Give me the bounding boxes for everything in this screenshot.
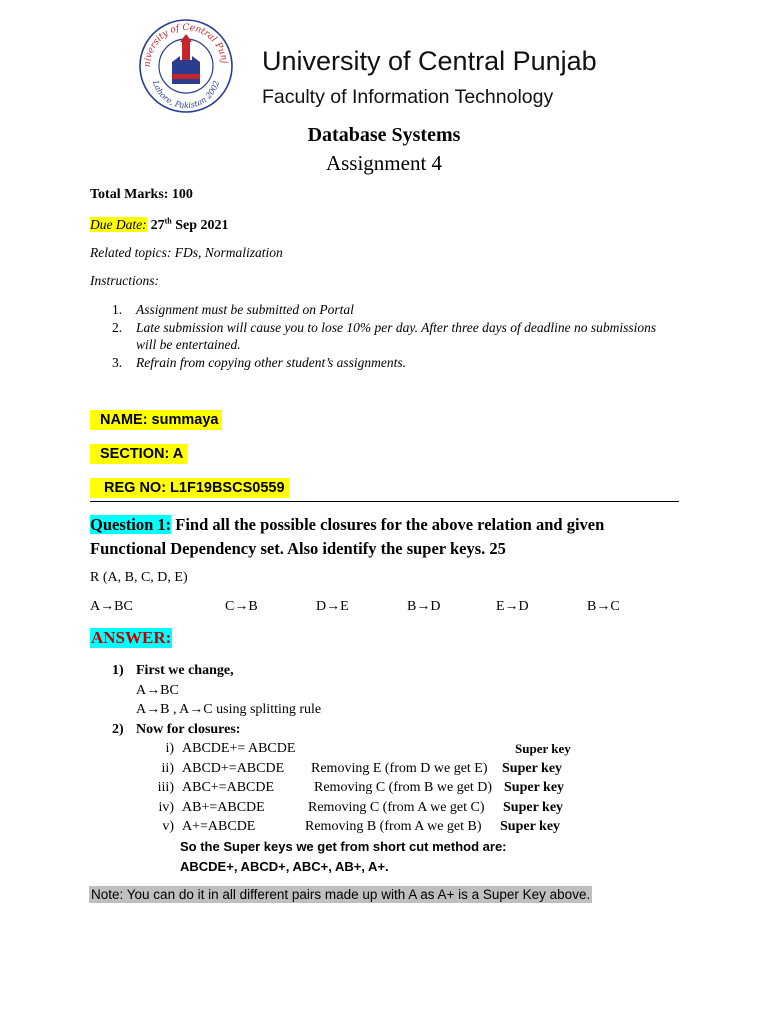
answer-steps: 1) First we change, A→BC A→B , A→C using splitting rule 2) Now for closures: bbox=[112, 663, 322, 737]
instruction-item: 1. Assignment must be submitted on Portal bbox=[112, 302, 354, 317]
fd-item: A→BC bbox=[90, 599, 133, 614]
due-date bbox=[90, 216, 229, 234]
related-topics: Related topics: FDs, Normalization bbox=[90, 245, 283, 260]
total-marks: Total Marks: 100 bbox=[90, 187, 193, 202]
university-logo bbox=[136, 12, 236, 120]
divider bbox=[90, 501, 679, 502]
instruction-item: will be entertained. bbox=[136, 337, 241, 352]
instructions-label: Instructions: bbox=[90, 273, 159, 288]
instruction-item: 2. Late submission will cause you to lose 10% per day. After three days of deadline no submissions bbox=[112, 319, 657, 335]
svg-text:University of Central Punjab: niversity of Central Punj bbox=[142, 22, 229, 68]
question-label: Question 1: bbox=[90, 515, 172, 534]
due-date-label: Due Date: bbox=[90, 217, 147, 232]
course-title: Database Systems bbox=[307, 124, 461, 146]
university-seal-icon bbox=[136, 12, 236, 120]
fd-item: B→C bbox=[587, 599, 620, 614]
instruction-item: 3. Refrain from copying other student’s assignments. bbox=[112, 354, 406, 370]
due-date-value: 27th Sep 2021 bbox=[150, 216, 229, 233]
question-text: Question 1: Find all the possible closures for the above relation and given Functional Dependency set. Also identify the super keys. 25 bbox=[90, 515, 605, 558]
student-name: NAME: summaya bbox=[90, 410, 222, 430]
fd-item: C→B bbox=[225, 599, 258, 614]
relation: R (A, B, C, D, E) bbox=[90, 570, 188, 585]
university-name: University of Central Punjab bbox=[262, 46, 597, 76]
assignment-title: Assignment 4 bbox=[325, 151, 443, 175]
faculty-name: Faculty of Information Technology bbox=[262, 86, 554, 108]
fd-item: B→D bbox=[407, 599, 441, 614]
student-reg: REG NO: L1F19BSCS0559 bbox=[90, 478, 289, 498]
instructions-list bbox=[112, 301, 656, 371]
answer-label: ANSWER: bbox=[91, 628, 172, 647]
student-section: SECTION: A bbox=[90, 444, 187, 464]
super-keys-summary: So the Super keys we get from short cut method are: ABCDE+, ABCD+, ABC+, AB+, A+. bbox=[180, 839, 507, 874]
fd-item: D→E bbox=[316, 599, 349, 614]
svg-text:Lahore, Pakistan 2002: Lahore, Pakistan 2002 bbox=[150, 79, 222, 111]
note-text: Note: You can do it in all different pairs made up with A as A+ is a Super Key above. bbox=[91, 887, 591, 902]
fd-item: E→D bbox=[496, 599, 529, 614]
